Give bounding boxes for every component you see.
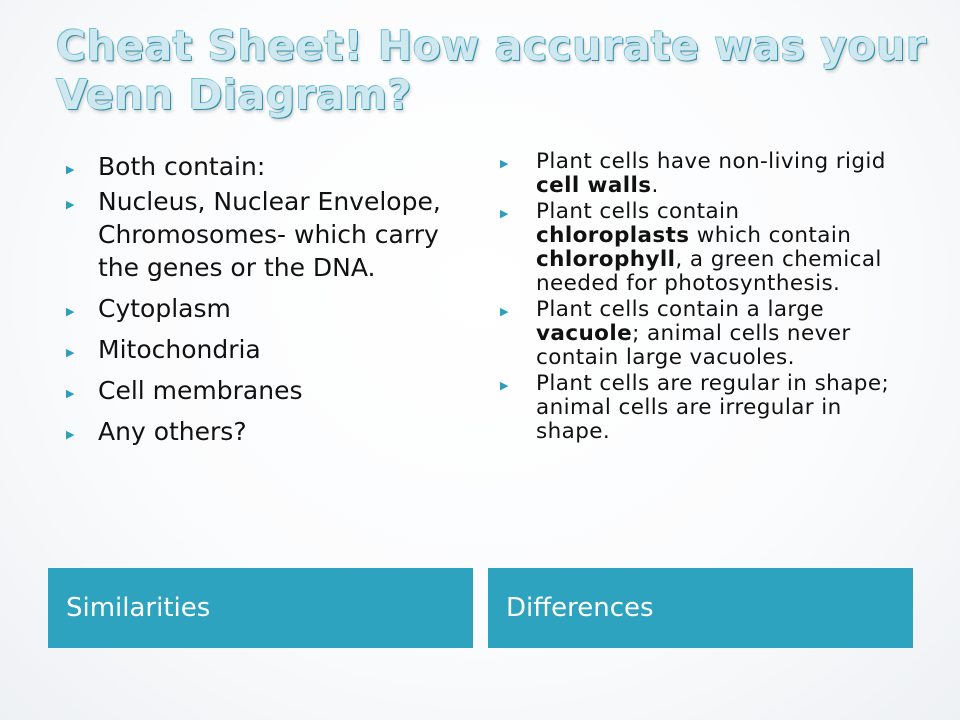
right-triangle-bullet-icon: ▶ [66,305,75,318]
similarities-list [66,150,446,456]
list-item: ▶ Plant cells have non-living rigid cell walls. [500,149,886,198]
list-item: ▶ Cell membranes [66,374,446,407]
differences-header: Differences [488,568,913,648]
right-triangle-bullet-icon: ▶ [500,305,509,318]
highlight-term: vacuole [536,321,633,346]
slide-title: Cheat Sheet! How accurate was your Venn Diagram? [56,22,927,119]
highlight-term: chlorophyll [536,247,676,272]
list-item: ▶ Plant cells contain chloroplasts which contain chlorophyll, a green chemical needed for photosynthesis. [500,199,882,296]
list-item: ▶ Plant cells are regular in shape; animal cells are irregular in shape. [500,371,890,444]
right-triangle-bullet-icon: ▶ [66,346,75,359]
similarities-header: Similarities [48,568,473,648]
list-item: ▶ Plant cells contain a large vacuole; animal cells never contain large vacuoles. [500,297,851,370]
highlight-term: chloroplasts [536,223,690,248]
right-triangle-bullet-icon: ▶ [66,163,75,176]
right-triangle-bullet-icon: ▶ [500,157,509,170]
list-item: ▶ Nucleus, Nuclear Envelope, Chromosomes- which carry the genes or the DNA. [66,187,441,282]
differences-list [500,150,900,446]
right-triangle-bullet-icon: ▶ [500,207,509,220]
right-triangle-bullet-icon: ▶ [500,379,509,392]
right-triangle-bullet-icon: ▶ [66,387,75,400]
list-item: ▶ Both contain: [66,150,446,183]
list-item: ▶ Any others? [66,415,446,448]
right-triangle-bullet-icon: ▶ [66,198,75,211]
list-item: ▶ Mitochondria [66,333,446,366]
list-item: ▶ Cytoplasm [66,292,446,325]
highlight-term: cell walls [536,173,652,198]
right-triangle-bullet-icon: ▶ [66,428,75,441]
